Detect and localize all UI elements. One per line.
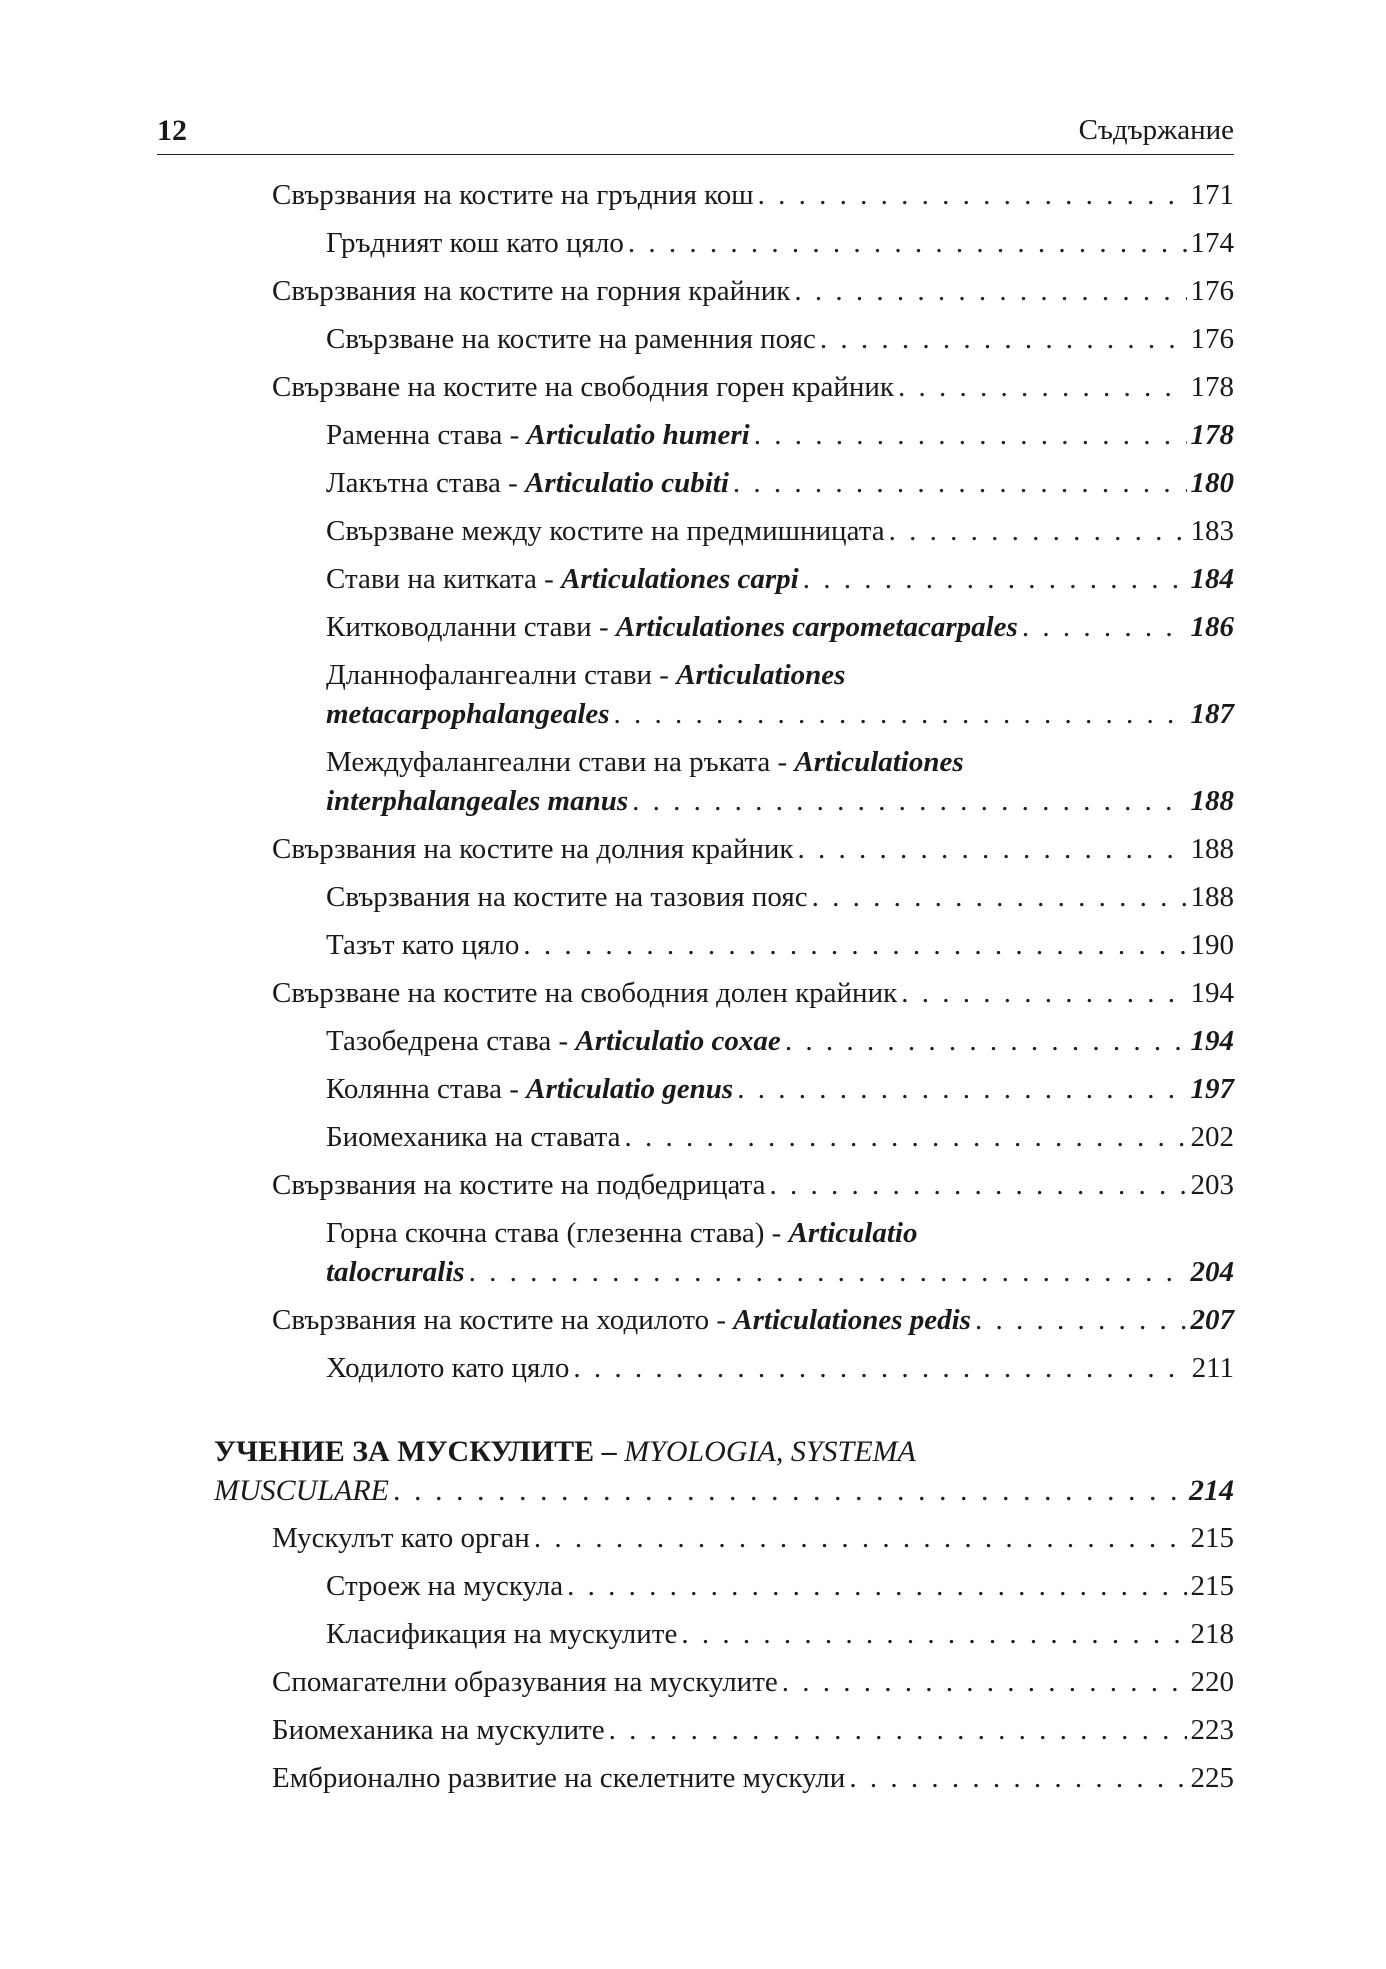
toc-entry-title xyxy=(272,272,790,311)
toc-entry-text: Свързвания на костите на гръдния кош xyxy=(272,179,754,211)
toc-entry-line xyxy=(326,1118,1234,1157)
toc-entry-text: Мускулът като орган xyxy=(272,1522,530,1554)
toc-entry-title xyxy=(326,746,964,778)
toc-entry-text: Гръдният кош като цяло xyxy=(326,227,624,259)
toc-entry xyxy=(157,1301,1234,1340)
toc-entry xyxy=(157,1070,1234,1109)
toc-entry-text: Строеж на мускула xyxy=(326,1570,564,1602)
dot-leader xyxy=(523,926,1186,965)
dot-leader xyxy=(770,1166,1187,1205)
toc-entry-line xyxy=(326,1214,1234,1253)
toc-entry-text: Ембрионално развитие на скелетните мускули xyxy=(272,1762,846,1794)
toc-entry-line xyxy=(272,1663,1234,1702)
toc-page-number: 197 xyxy=(1190,1073,1234,1105)
toc-entry-latin-term: interphalangeales manus xyxy=(326,785,629,817)
toc-entry-title xyxy=(272,1166,766,1205)
toc-page-number: 202 xyxy=(1190,1121,1234,1153)
toc-entry-text: Свързвания на костите на тазовия пояс xyxy=(326,881,808,913)
dot-leader xyxy=(889,512,1187,551)
toc-entry-line xyxy=(326,1022,1234,1061)
toc-entry-text: УЧЕНИЕ ЗА МУСКУЛИТЕ – xyxy=(214,1435,625,1468)
toc-entry-latin-term: Articulationes carpometacarpales xyxy=(615,611,1018,643)
toc-entry-latin-term: Articulationes xyxy=(794,746,964,778)
toc-entry-latin-term: metacarpophalangeales xyxy=(326,698,610,730)
toc-entry-title xyxy=(326,608,1018,647)
table-of-contents xyxy=(157,176,1234,1807)
toc-page-number: 215 xyxy=(1190,1570,1234,1602)
toc-entry-line xyxy=(272,830,1234,869)
toc-entry-line xyxy=(326,608,1234,647)
toc-entry-text: Горна скочна става (глезенна става) - xyxy=(326,1217,789,1249)
dot-leader xyxy=(812,878,1187,917)
toc-entry xyxy=(157,560,1234,599)
dot-leader xyxy=(1022,608,1187,647)
toc-entry-title xyxy=(214,1435,916,1468)
toc-entry-line xyxy=(272,1519,1234,1558)
toc-entry-title xyxy=(272,1519,530,1558)
toc-entry-title xyxy=(272,176,754,215)
toc-page-number: 225 xyxy=(1190,1762,1234,1794)
toc-entry-line xyxy=(326,1349,1234,1388)
toc-entry-text: Класификация на мускулите xyxy=(326,1618,678,1650)
toc-entry-line xyxy=(272,1301,1234,1340)
toc-page-number: 223 xyxy=(1190,1714,1234,1746)
toc-entry xyxy=(157,1118,1234,1157)
toc-entry xyxy=(157,1022,1234,1061)
toc-entry xyxy=(157,416,1234,455)
toc-entry-text: Китководланни стави - xyxy=(326,611,616,643)
toc-entry-latin-term: Articulationes pedis xyxy=(733,1304,971,1336)
toc-entry-line xyxy=(214,1432,1234,1471)
toc-entry-line xyxy=(326,695,1234,734)
toc-entry xyxy=(157,1519,1234,1558)
toc-page-number: 203 xyxy=(1190,1169,1234,1201)
toc-entry xyxy=(157,1349,1234,1388)
dot-leader xyxy=(733,464,1187,503)
toc-entry-text: Свързване на костите на свободния долен крайник xyxy=(272,977,898,1009)
toc-entry-text: Лакътна става - xyxy=(326,467,526,499)
toc-entry xyxy=(157,176,1234,215)
toc-entry-title xyxy=(326,1217,917,1249)
dot-leader xyxy=(469,1253,1187,1292)
toc-entry-text: Свързвания на костите на горния крайник xyxy=(272,275,791,307)
toc-entry-line xyxy=(326,1070,1234,1109)
toc-entry-line xyxy=(326,782,1234,821)
toc-entry-latin-term: MYOLOGIA, SYSTEMA xyxy=(624,1435,916,1468)
toc-entry-text: Дланнофалангеални стави - xyxy=(326,659,677,691)
toc-entry-title xyxy=(272,1759,845,1798)
toc-entry-latin-term: Articulatio humeri xyxy=(526,419,750,451)
dot-leader xyxy=(573,1349,1187,1388)
toc-entry xyxy=(157,368,1234,407)
toc-entry-line xyxy=(326,1253,1234,1292)
toc-page-number: 194 xyxy=(1190,1025,1234,1057)
toc-entry-line xyxy=(272,974,1234,1013)
dot-leader xyxy=(567,1567,1186,1606)
toc-page-number: 204 xyxy=(1190,1256,1234,1288)
toc-entry-line xyxy=(326,416,1234,455)
toc-entry-title xyxy=(326,878,808,917)
toc-entry-line xyxy=(326,926,1234,965)
toc-page-number: 186 xyxy=(1190,611,1234,643)
dot-leader xyxy=(632,782,1186,821)
toc-entry-text: Ходилото като цяло xyxy=(326,1352,570,1384)
toc-entry-line xyxy=(272,176,1234,215)
toc-entry-line xyxy=(214,1471,1234,1510)
toc-entry-title xyxy=(326,1349,569,1388)
toc-entry-title xyxy=(326,1253,465,1292)
toc-entry xyxy=(157,926,1234,965)
toc-entry xyxy=(157,830,1234,869)
toc-page-number: 176 xyxy=(1190,275,1234,307)
toc-entry-latin-term: Articulatio xyxy=(788,1217,918,1249)
toc-entry-title xyxy=(326,1615,677,1654)
toc-entry-title xyxy=(326,464,729,503)
toc-entry xyxy=(157,272,1234,311)
dot-leader xyxy=(794,272,1186,311)
toc-entry-title xyxy=(326,512,885,551)
toc-entry-latin-term: Articulatio genus xyxy=(526,1073,734,1105)
toc-entry-text: Спомагателни образувания на мускулите xyxy=(272,1666,778,1698)
toc-entry-title xyxy=(272,1663,778,1702)
toc-entry-line xyxy=(272,272,1234,311)
toc-entry xyxy=(157,1711,1234,1750)
toc-entry-line xyxy=(326,560,1234,599)
toc-entry-title xyxy=(326,560,799,599)
toc-entry xyxy=(157,608,1234,647)
toc-entry xyxy=(157,1214,1234,1292)
toc-entry-text: Свързване на костите на свободния горен крайник xyxy=(272,371,895,403)
toc-entry-text: Свързване между костите на предмишницата xyxy=(326,515,885,547)
toc-entry-title xyxy=(326,659,845,691)
toc-page-number: 187 xyxy=(1190,698,1234,730)
toc-entry-line xyxy=(326,656,1234,695)
dot-leader xyxy=(628,224,1187,263)
toc-page-number: 174 xyxy=(1190,227,1234,259)
toc-entry-latin-term: MUSCULARE xyxy=(214,1474,389,1507)
toc-entry-line xyxy=(272,1759,1234,1798)
toc-entry xyxy=(157,320,1234,359)
dot-leader xyxy=(754,416,1187,455)
toc-entry-line xyxy=(326,320,1234,359)
toc-page-number: 194 xyxy=(1190,977,1234,1009)
page-number: 12 xyxy=(157,114,187,147)
toc-entry-text: Свързвания на костите на подбедрицата xyxy=(272,1169,766,1201)
toc-entry-title xyxy=(272,974,897,1013)
toc-entry-latin-term: Articulationes xyxy=(676,659,846,691)
toc-page-number: 188 xyxy=(1190,785,1234,817)
toc-page-number: 190 xyxy=(1190,929,1234,961)
toc-entry-line xyxy=(326,878,1234,917)
toc-entry-title xyxy=(326,926,519,965)
toc-page-number: 188 xyxy=(1190,833,1234,865)
toc-page-number: 183 xyxy=(1190,515,1234,547)
toc-entry-title xyxy=(214,1471,389,1510)
toc-entry xyxy=(157,1615,1234,1654)
toc-entry-title xyxy=(326,416,750,455)
dot-leader xyxy=(758,176,1187,215)
toc-page-number: 218 xyxy=(1190,1618,1234,1650)
toc-entry-title xyxy=(326,320,816,359)
toc-page-number: 214 xyxy=(1189,1474,1234,1507)
running-title: Съдържание xyxy=(1078,114,1234,146)
toc-entry xyxy=(157,878,1234,917)
toc-entry-title xyxy=(326,1567,563,1606)
toc-entry xyxy=(157,1759,1234,1798)
dot-leader xyxy=(534,1519,1187,1558)
toc-entry-latin-term: Articulatio coxae xyxy=(575,1025,781,1057)
toc-entry-title xyxy=(326,782,628,821)
toc-entry-line xyxy=(326,464,1234,503)
toc-page-number: 178 xyxy=(1190,419,1234,451)
toc-entry-text: Свързвания на костите на долния крайник xyxy=(272,833,794,865)
toc-entry-line xyxy=(326,1567,1234,1606)
toc-entry-text: Стави на китката - xyxy=(326,563,562,595)
toc-page-number: 184 xyxy=(1190,563,1234,595)
toc-entry-line xyxy=(272,1166,1234,1205)
toc-entry-title xyxy=(326,1070,733,1109)
toc-entry xyxy=(157,464,1234,503)
dot-leader xyxy=(901,974,1186,1013)
toc-page-number: 171 xyxy=(1190,179,1234,211)
toc-entry-text: Раменна става - xyxy=(326,419,527,451)
toc-entry-line xyxy=(272,1711,1234,1750)
toc-page-number: 176 xyxy=(1190,323,1234,355)
toc-entry-text: Свързване на костите на раменния пояс xyxy=(326,323,816,355)
page-header xyxy=(157,110,1234,155)
toc-entry-line xyxy=(326,224,1234,263)
dot-leader xyxy=(737,1070,1186,1109)
dot-leader xyxy=(798,830,1187,869)
dot-leader xyxy=(820,320,1187,359)
dot-leader xyxy=(782,1663,1187,1702)
toc-entry xyxy=(157,1567,1234,1606)
toc-entry-text: Тазобедрена става - xyxy=(326,1025,576,1057)
toc-entry-text: Свързвания на костите на ходилото - xyxy=(272,1304,734,1336)
dot-leader xyxy=(898,368,1186,407)
dot-leader xyxy=(785,1022,1187,1061)
dot-leader xyxy=(803,560,1187,599)
toc-page-number: 207 xyxy=(1190,1304,1234,1336)
toc-page-number: 178 xyxy=(1190,371,1234,403)
toc-entry-title xyxy=(326,224,624,263)
toc-entry-line xyxy=(326,512,1234,551)
toc-entry-line xyxy=(326,1615,1234,1654)
toc-entry xyxy=(157,512,1234,551)
toc-entry-title xyxy=(272,1711,605,1750)
dot-leader xyxy=(625,1118,1187,1157)
toc-entry-text: Тазът като цяло xyxy=(326,929,520,961)
toc-entry-text: Колянна става - xyxy=(326,1073,527,1105)
toc-entry-latin-term: talocruralis xyxy=(326,1256,465,1288)
toc-entry-title xyxy=(326,1118,621,1157)
toc-page-number: 220 xyxy=(1190,1666,1234,1698)
toc-entry-text: Междуфалангеални стави на ръката - xyxy=(326,746,795,778)
toc-entry-title xyxy=(326,695,610,734)
toc-entry-text: Биомеханика на мускулите xyxy=(272,1714,605,1746)
dot-leader xyxy=(681,1615,1186,1654)
toc-entry-latin-term: Articulatio cubiti xyxy=(525,467,729,499)
toc-entry xyxy=(157,743,1234,821)
dot-leader xyxy=(975,1301,1187,1340)
toc-entry xyxy=(157,224,1234,263)
dot-leader xyxy=(393,1471,1185,1510)
toc-entry xyxy=(157,974,1234,1013)
toc-entry-latin-term: Articulationes carpi xyxy=(561,563,799,595)
toc-entry-title xyxy=(272,1301,971,1340)
toc-page-number: 180 xyxy=(1190,467,1234,499)
dot-leader xyxy=(849,1759,1186,1798)
toc-page-number: 215 xyxy=(1190,1522,1234,1554)
toc-entry-title xyxy=(326,1022,781,1061)
toc-page-number: 211 xyxy=(1191,1352,1234,1384)
toc-entry xyxy=(157,1663,1234,1702)
toc-entry-title xyxy=(272,368,894,407)
toc-entry-title xyxy=(272,830,794,869)
toc-entry-line xyxy=(326,743,1234,782)
toc-page-number: 188 xyxy=(1190,881,1234,913)
dot-leader xyxy=(609,1711,1187,1750)
toc-entry-line xyxy=(272,368,1234,407)
toc-entry xyxy=(157,656,1234,734)
dot-leader xyxy=(614,695,1187,734)
toc-entry xyxy=(157,1166,1234,1205)
toc-entry-text: Биомеханика на ставата xyxy=(326,1121,621,1153)
toc-section-heading xyxy=(157,1432,1234,1510)
